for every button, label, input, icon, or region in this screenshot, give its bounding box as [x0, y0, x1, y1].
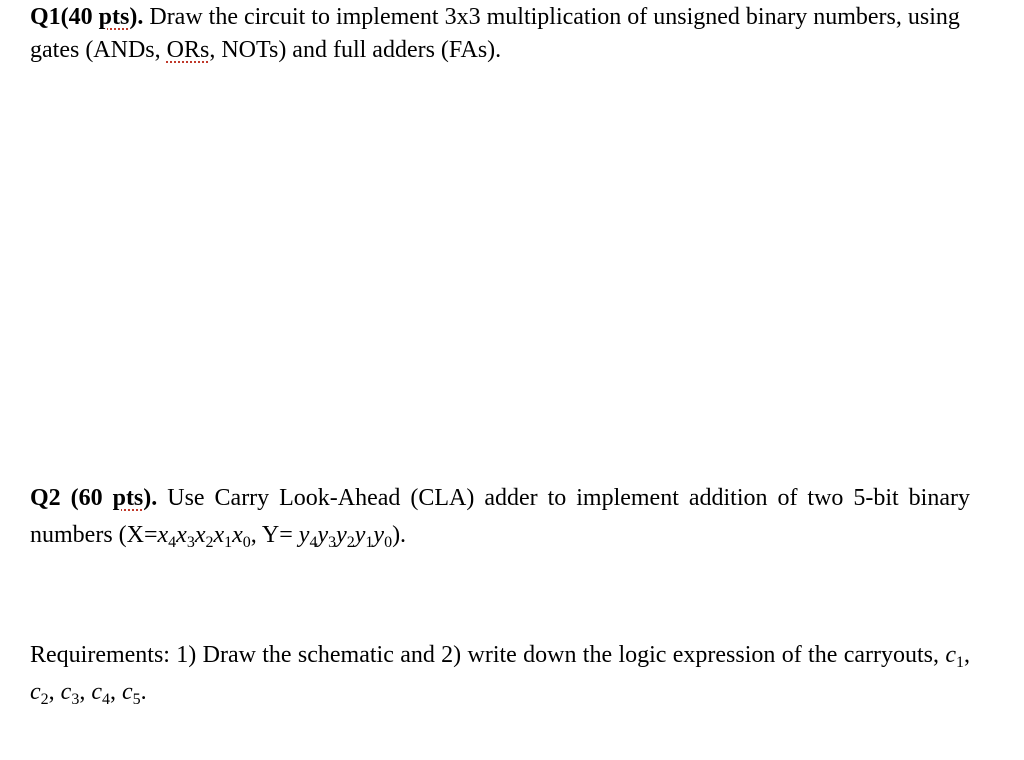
q1-label: Q1(40 pts).: [30, 4, 144, 30]
q2-label: Q2 (60 pts).: [30, 485, 158, 511]
x-bit-2: $x_2$: [194, 522, 214, 551]
carry-list: $c_1$, $c_2$, $c_3$, $c_4$, $c_5$.: [30, 642, 970, 708]
y-bit-4: $y_4$: [298, 522, 318, 551]
requirements-text: Requirements: 1) Draw the schematic and 2) write down the logic expression of the carryouts,: [30, 642, 946, 668]
y-bit-2: $y_2$: [336, 522, 355, 551]
carry-c5: $c_5$: [121, 679, 141, 708]
q2-pts: pts: [112, 485, 144, 511]
question-1: Q1(40 pts). Draw the circuit to implement 3x3 multiplication of unsigned binary numbers, using gates (ANDs, ORs, NOTs) and full adders (FAs).: [30, 4, 960, 63]
q1-text: Draw the circuit to implement 3x3 multiplication of unsigned binary numbers, using gates (ANDs,: [30, 4, 960, 63]
x-bit-3: $x_3$: [176, 522, 195, 551]
q1-ors: ORs: [166, 37, 210, 63]
q1-pts: pts: [98, 4, 130, 30]
y-bits: [298, 522, 393, 551]
q2-text: Use Carry Look-Ahead (CLA) adder to implement addition of two 5-bit binary numbers (X=: [30, 485, 970, 548]
carry-c3: $c_3$: [60, 679, 80, 708]
carry-c4: $c_4$: [91, 679, 110, 708]
y-bit-1: $y_1$: [354, 522, 374, 551]
requirements: [30, 637, 970, 711]
carry-c2: $c_2$: [30, 679, 49, 708]
y-bit-0: $y_0$: [373, 522, 393, 551]
carry-c1: $c_1$: [945, 642, 964, 671]
y-bit-3: $y_3$: [317, 522, 337, 551]
x-bit-0: $x_0$: [232, 522, 251, 551]
x-bit-1: $x_1$: [213, 522, 233, 551]
x-bits: [157, 522, 251, 551]
question-2: Q2 (60 pts). Use Carry Look-Ahead (CLA) adder to implement addition of two 5-bit binary numbers ($X=x_4x_3x_2x_1x_0$, $Y= y_4y_3y_2y_1y_0$).: [30, 485, 970, 551]
x-bit-4: $x_4$: [157, 522, 177, 551]
